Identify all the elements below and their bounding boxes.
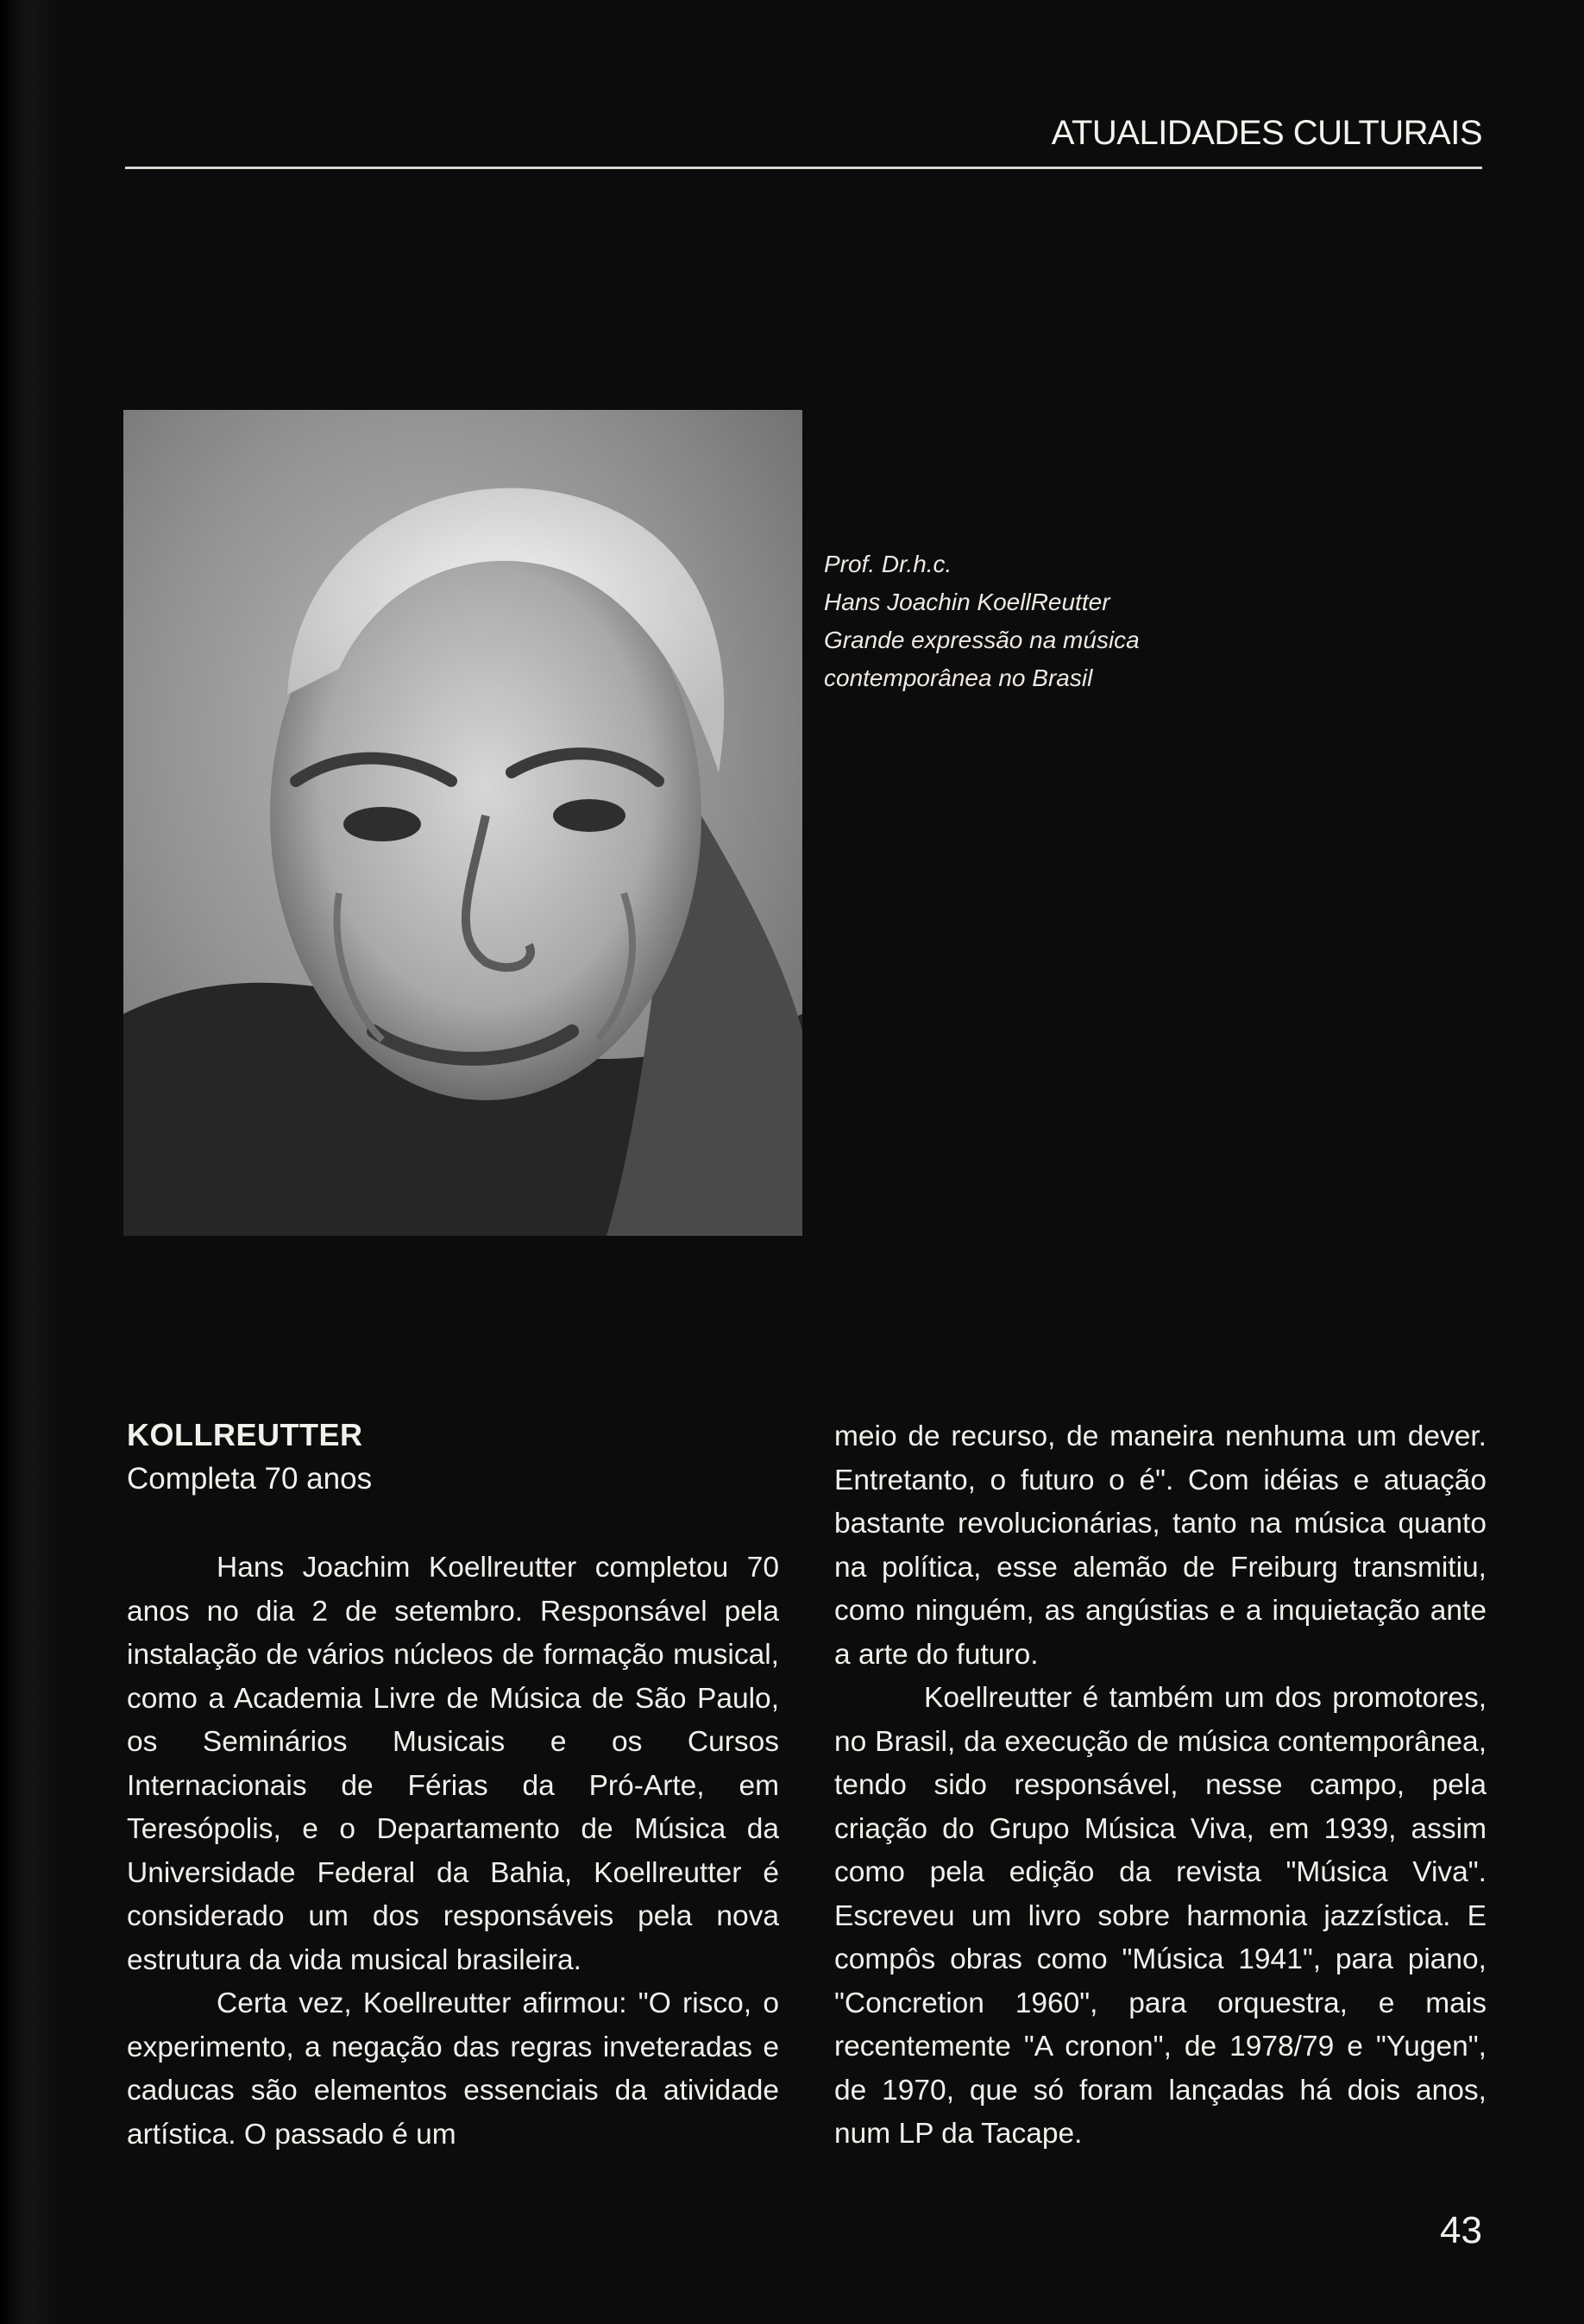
portrait-photo-icon: [123, 410, 802, 1236]
article-subtitle: Completa 70 anos: [127, 1462, 373, 1496]
article-paragraph: Koellreutter é também um dos promotores, no Brasil, da execução de música contemporânea, tendo sido responsável, nesse campo, pela criação do Grupo Música Viva, em 1939, assim como pela edição da revista "Música Viva". Escreveu um livro sobre harmonia jazzística. E compôs obras como "Música 1941", para piano, "Concretion 1960", para orquestra, e mais recentemente "A cronon", de 1978/79 e "Yugen", de 1970, que só foram lançadas há dois anos, num LP da Tacape.: [834, 1682, 1487, 2150]
caption-line: Hans Joachin KoellReutter: [824, 589, 1110, 615]
portrait-photo: [123, 410, 802, 1236]
article-title: KOLLREUTTER: [127, 1417, 363, 1452]
article-column-left: [127, 1546, 779, 2157]
article-paragraph: Hans Joachim Koellreutter completou 70 anos no dia 2 de setembro. Responsável pela instalação de vários núcleos de formação musical, como a Academia Livre de Música de São Paulo, os Seminários Musicais e os Cursos Internacionais de Férias da Pró-Arte, em Teresópolis, e o Departamento de Música da Universidade Federal da Bahia, Koellreutter é considerado um dos responsáveis pela nova estrutura da vida musical brasileira.: [127, 1552, 779, 1976]
page-number: 43: [1440, 2209, 1482, 2252]
photo-caption: [824, 545, 1140, 697]
header-rule: [125, 167, 1482, 169]
article-column-right: [834, 1415, 1487, 2157]
article-paragraph: Certa vez, Koellreutter afirmou: "O risco, o experimento, a negação das regras inveteradas e caducas são elementos essenciais da atividade artística. O passado é um: [127, 1987, 779, 2151]
section-label: ATUALIDADES CULTURAIS: [1051, 114, 1482, 152]
caption-line: Grande expressão na música: [824, 627, 1140, 653]
caption-line: contemporânea no Brasil: [824, 664, 1093, 691]
page-spine-shadow: [0, 0, 60, 2324]
caption-line: Prof. Dr.h.c.: [824, 551, 952, 577]
article-paragraph: meio de recurso, de maneira nenhuma um dever. Entretanto, o futuro o é". Com idéias e atuação bastante revolucionárias, tanto na música quanto na política, esse alemão de Freiburg transmitiu, como ninguém, as angústias e a inquietação ante a arte do futuro.: [834, 1420, 1487, 1671]
